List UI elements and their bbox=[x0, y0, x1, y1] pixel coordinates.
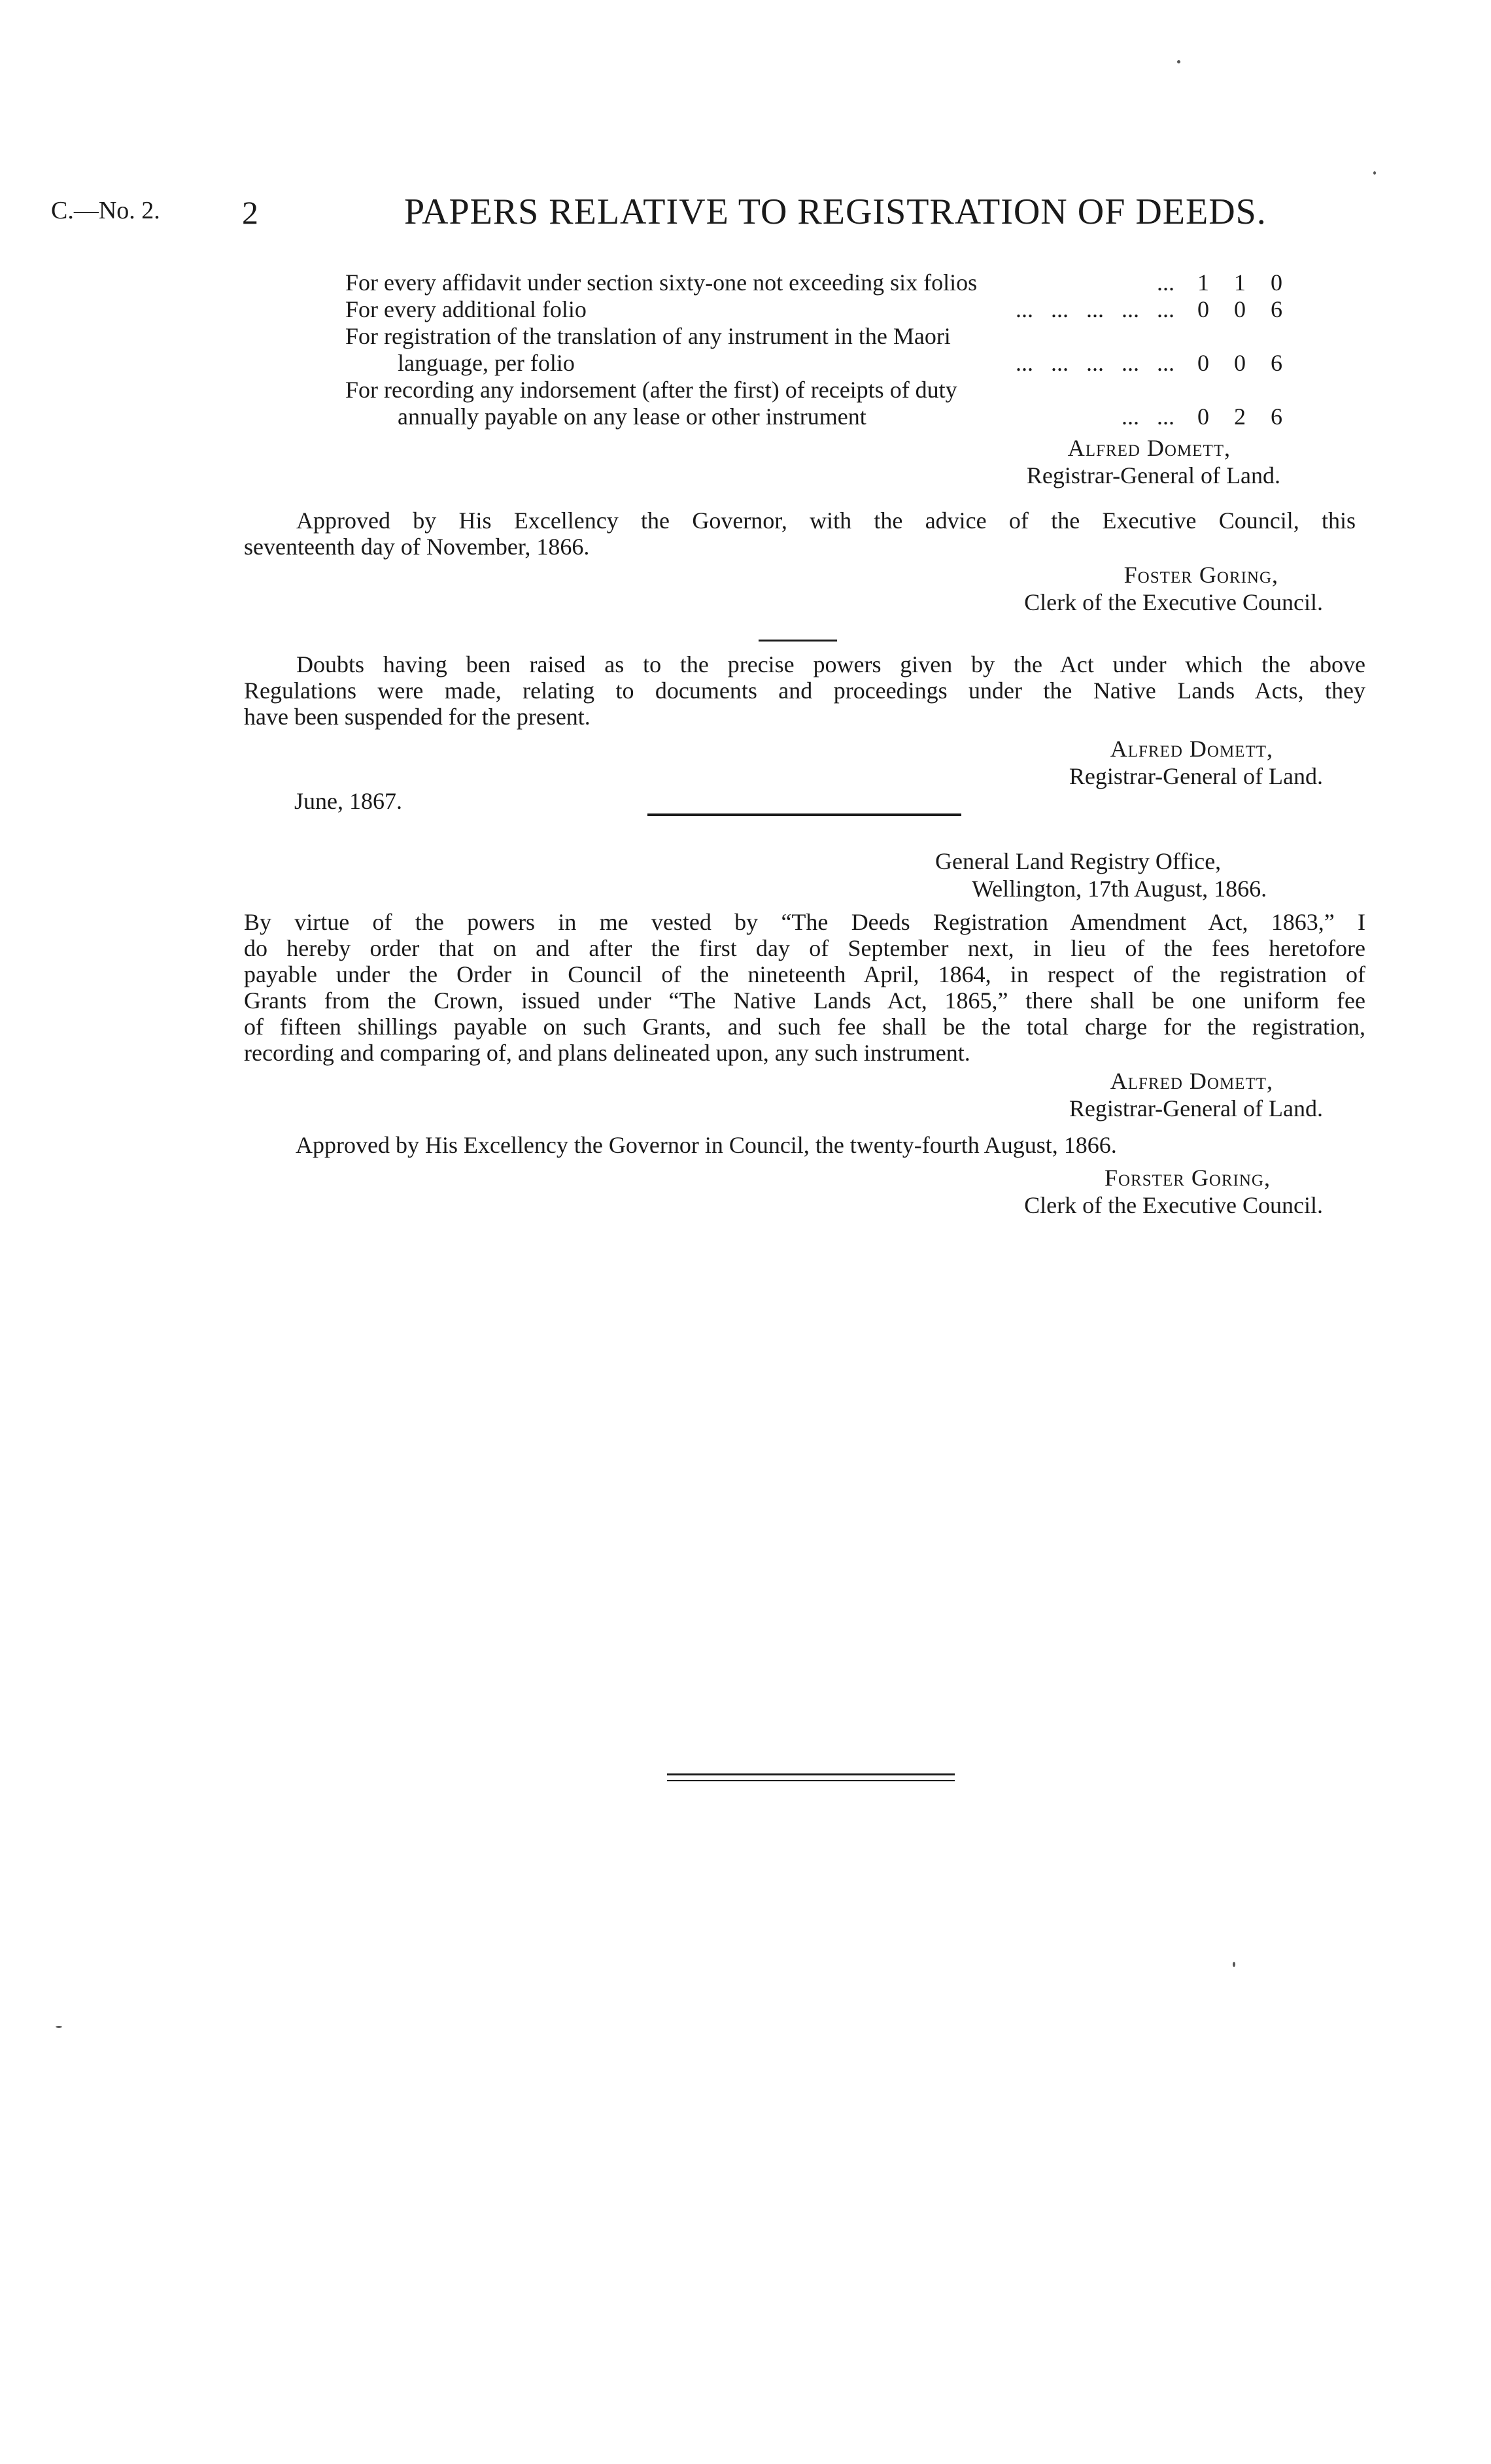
fee-description-continuation: language, per folio bbox=[398, 350, 575, 376]
signatory-name: Alfred Domett, bbox=[1110, 736, 1273, 762]
section-divider bbox=[759, 640, 837, 642]
fee-pounds: 1 bbox=[1197, 269, 1209, 296]
order-line: payable under the Order in Council of the nineteenth April, 1864, in respect of the registration of bbox=[244, 961, 1365, 987]
fee-amount bbox=[1174, 350, 1292, 377]
signatory-title: Clerk of the Executive Council. bbox=[1024, 589, 1323, 615]
notice-line: Regulations were made, relating to documents and proceedings under the Native Lands Acts, they bbox=[244, 677, 1365, 704]
fee-pence: 6 bbox=[1271, 350, 1282, 376]
fee-row-continuation bbox=[345, 403, 1292, 430]
fee-shillings: 0 bbox=[1234, 350, 1246, 376]
notice-date: June, 1867. bbox=[294, 788, 402, 814]
fee-row bbox=[345, 377, 1292, 403]
order-line: do hereby order that on and after the first day of September next, in lieu of the fees heretofore bbox=[244, 935, 1365, 961]
fee-pence: 6 bbox=[1271, 403, 1282, 430]
signatory-title: Registrar-General of Land. bbox=[1026, 462, 1280, 488]
fee-shillings: 0 bbox=[1234, 296, 1246, 322]
notice-line: have been suspended for the present. bbox=[244, 704, 591, 730]
fee-leader: ... ... bbox=[1122, 403, 1174, 430]
approval-line: Approved by His Excellency the Governor in Council, the twenty-fourth August, 1866. bbox=[296, 1132, 1117, 1158]
page-number: 2 bbox=[242, 194, 258, 231]
fee-leader: ... ... ... ... ... bbox=[1016, 350, 1174, 376]
fee-shillings: 2 bbox=[1234, 403, 1246, 430]
scan-speck bbox=[56, 2026, 62, 2028]
fee-pence: 6 bbox=[1271, 296, 1282, 322]
signatory-name: Forster Goring, bbox=[1104, 1165, 1271, 1191]
fee-row bbox=[345, 296, 1292, 323]
signature-registrar bbox=[1069, 735, 1323, 790]
fee-row bbox=[345, 323, 1292, 350]
notice-line: Doubts having been raised as to the precise powers given by the Act under which the above bbox=[296, 651, 1365, 677]
fee-leader: ... bbox=[1157, 269, 1174, 296]
signatory-title: Clerk of the Executive Council. bbox=[1024, 1192, 1323, 1218]
order-line: By virtue of the powers in me vested by “The Deeds Registration Amendment Act, 1863,” I bbox=[244, 909, 1365, 935]
scan-speck bbox=[1233, 1962, 1235, 1967]
fee-shillings: 1 bbox=[1234, 269, 1246, 296]
signatory-title: Registrar-General of Land. bbox=[1069, 1095, 1323, 1121]
fee-pounds: 0 bbox=[1197, 350, 1209, 376]
office-address bbox=[935, 847, 1267, 902]
signature-clerk bbox=[1024, 561, 1323, 616]
fee-description: For recording any indorsement (after the first) of receipts of duty bbox=[345, 377, 957, 403]
signature-clerk bbox=[1024, 1164, 1323, 1219]
signatory-name: Alfred Domett, bbox=[1067, 435, 1231, 461]
scan-speck bbox=[1177, 60, 1180, 63]
approval-line: seventeenth day of November, 1866. bbox=[244, 534, 590, 560]
order-line: recording and comparing of, and plans delineated upon, any such instrument. bbox=[244, 1040, 970, 1066]
fee-table bbox=[345, 269, 1292, 430]
approval-line: Approved by His Excellency the Governor, with the advice of the Executive Council, this bbox=[296, 507, 1356, 534]
signatory-title: Registrar-General of Land. bbox=[1069, 763, 1323, 789]
fee-description: For every additional folio bbox=[345, 296, 587, 322]
approval-paragraph bbox=[244, 507, 1356, 560]
fee-pounds: 0 bbox=[1197, 296, 1209, 322]
signature-registrar bbox=[1027, 434, 1280, 489]
fee-description: For registration of the translation of any instrument in the Maori bbox=[345, 323, 951, 349]
end-rule bbox=[667, 1773, 955, 1775]
order-line: Grants from the Crown, issued under “The Native Lands Act, 1865,” there shall be one uniform fee bbox=[244, 987, 1365, 1014]
fee-amount bbox=[1174, 269, 1292, 296]
fee-pounds: 0 bbox=[1197, 403, 1209, 430]
signatory-name: Foster Goring, bbox=[1123, 562, 1278, 588]
section-divider bbox=[647, 813, 961, 816]
signatory-name: Alfred Domett, bbox=[1110, 1068, 1273, 1094]
order-paragraph bbox=[244, 909, 1365, 1066]
office-name: General Land Registry Office, bbox=[935, 848, 1222, 874]
page-title: PAPERS RELATIVE TO REGISTRATION OF DEEDS. bbox=[404, 192, 1267, 232]
document-reference: C.—No. 2. bbox=[51, 197, 160, 224]
fee-row-continuation bbox=[345, 350, 1292, 377]
office-place-date: Wellington, 17th August, 1866. bbox=[972, 876, 1267, 902]
doubts-notice bbox=[244, 651, 1365, 730]
fee-description: For every affidavit under section sixty-one not exceeding six folios bbox=[345, 269, 978, 296]
fee-description-continuation: annually payable on any lease or other instrument bbox=[398, 403, 866, 430]
order-line: of fifteen shillings payable on such Grants, and such fee shall be the total charge for the registration, bbox=[244, 1014, 1365, 1040]
fee-amount bbox=[1174, 296, 1292, 323]
fee-pence: 0 bbox=[1271, 269, 1282, 296]
fee-row bbox=[345, 269, 1292, 296]
signature-registrar bbox=[1069, 1067, 1323, 1122]
end-rule bbox=[667, 1780, 955, 1781]
fee-leader: ... ... ... ... ... bbox=[1016, 296, 1174, 322]
fee-amount bbox=[1174, 403, 1292, 430]
scan-speck bbox=[1373, 171, 1376, 175]
